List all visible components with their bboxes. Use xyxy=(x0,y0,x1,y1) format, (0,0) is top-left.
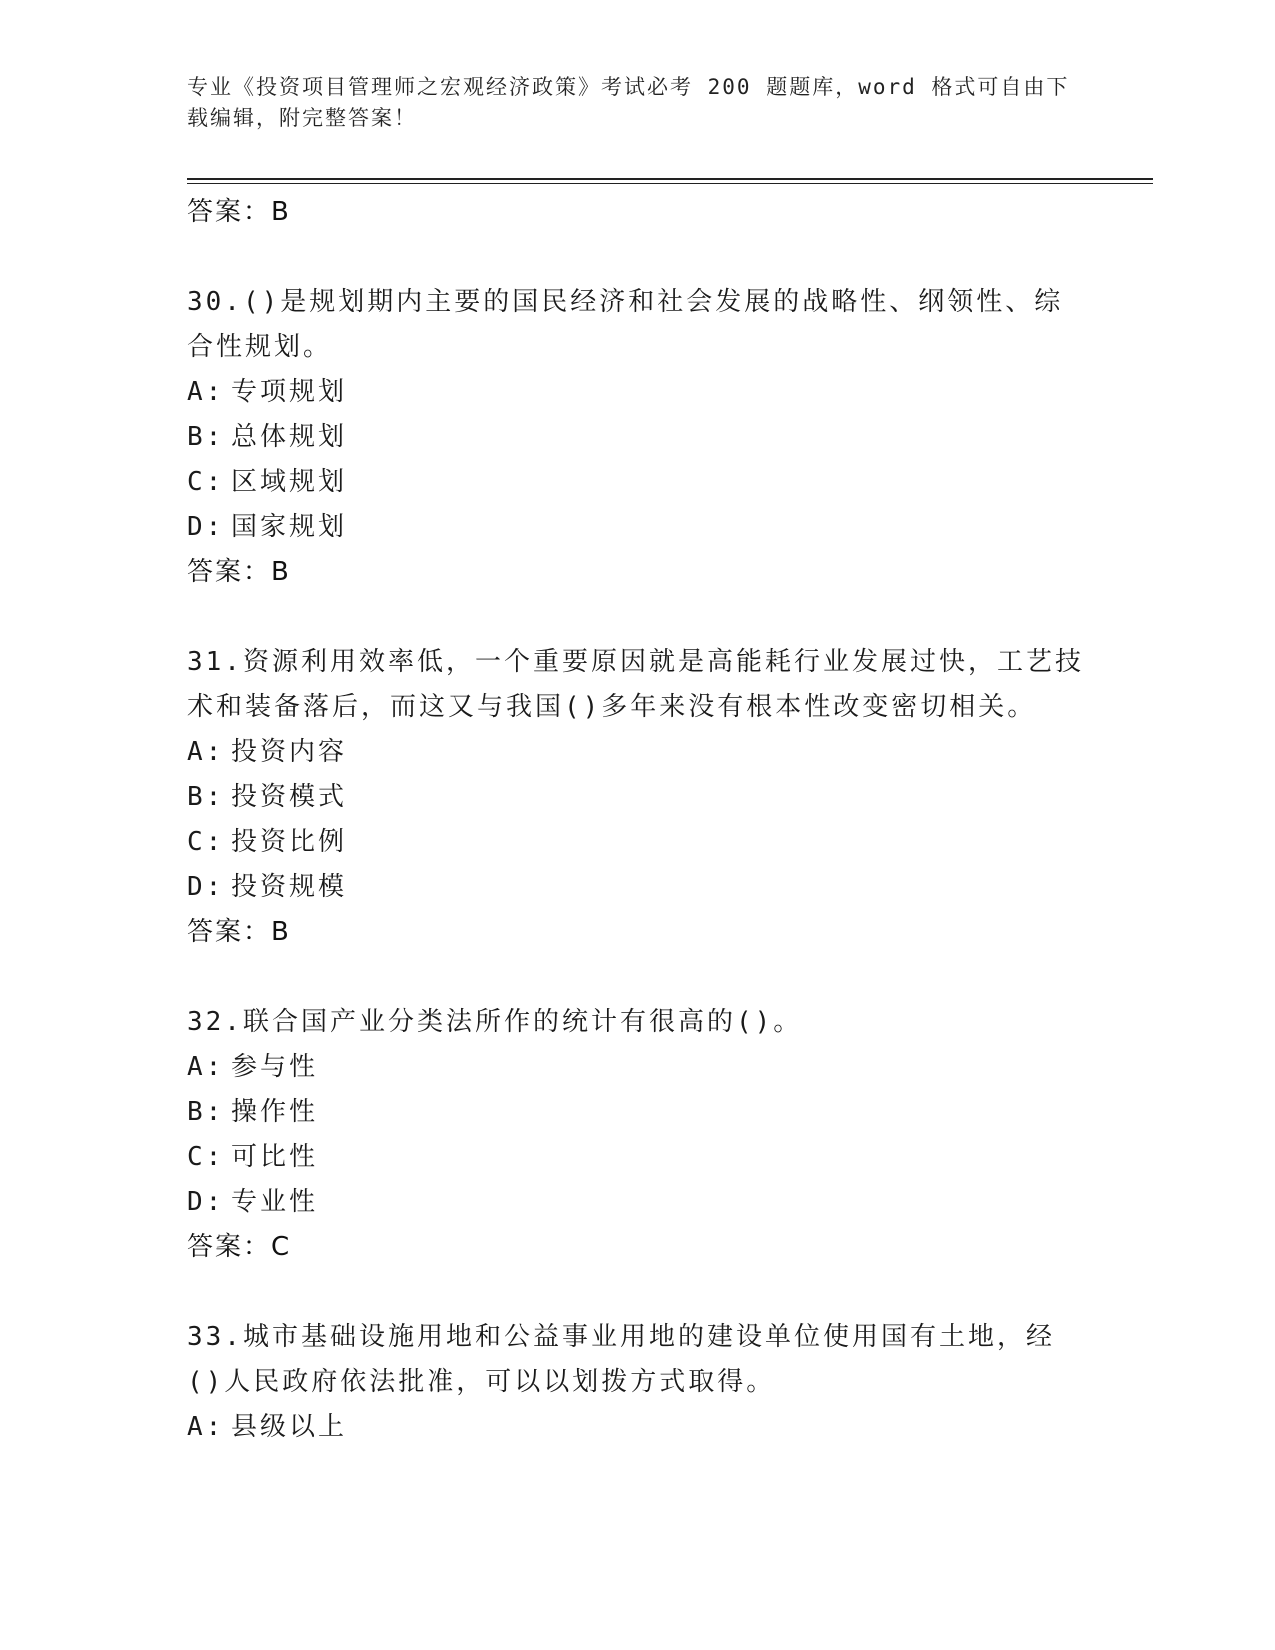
option-c xyxy=(187,460,1087,505)
option-text: 投资内容 xyxy=(231,737,348,767)
question-33 xyxy=(187,1315,1087,1450)
question-text: 32.联合国产业分类法所作的统计有很高的()。 xyxy=(187,1007,803,1037)
option-letter: B: xyxy=(187,422,225,452)
option-text: 区域规划 xyxy=(231,467,348,497)
option-text: 投资模式 xyxy=(231,782,348,812)
option-letter: C: xyxy=(187,1142,225,1172)
option-text: 专项规划 xyxy=(231,377,348,407)
option-text: 专业性 xyxy=(231,1187,319,1217)
option-letter: A: xyxy=(187,377,225,407)
option-a xyxy=(187,730,1087,775)
option-text: 总体规划 xyxy=(231,422,348,452)
answer-line: 答案：C xyxy=(187,1232,292,1262)
header-divider-thin xyxy=(187,183,1153,184)
option-text: 投资规模 xyxy=(231,872,348,902)
option-d xyxy=(187,1180,1087,1225)
option-letter: B: xyxy=(187,782,225,812)
answer-line: 答案：B xyxy=(187,917,291,947)
option-b xyxy=(187,775,1087,820)
option-d xyxy=(187,505,1087,550)
option-letter: C: xyxy=(187,467,225,497)
answer-line: 答案：B xyxy=(187,557,291,587)
document-body xyxy=(187,190,1087,1450)
option-text: 投资比例 xyxy=(231,827,348,857)
option-text: 操作性 xyxy=(231,1097,319,1127)
document-header: 专业《投资项目管理师之宏观经济政策》考试必考 200 题题库，word 格式可自由下载编辑，附完整答案！ xyxy=(187,75,1070,130)
option-letter: A: xyxy=(187,737,225,767)
option-c xyxy=(187,1135,1087,1180)
option-letter: C: xyxy=(187,827,225,857)
option-letter: B: xyxy=(187,1097,225,1127)
question-32 xyxy=(187,1000,1087,1269)
option-text: 县级以上 xyxy=(231,1412,348,1442)
question-31 xyxy=(187,640,1087,954)
header-divider xyxy=(187,178,1153,180)
option-d xyxy=(187,865,1087,910)
option-letter: D: xyxy=(187,1187,225,1217)
option-c xyxy=(187,820,1087,865)
answer-line: 答案：B xyxy=(187,197,291,227)
option-letter: A: xyxy=(187,1412,225,1442)
question-text: 31.资源利用效率低，一个重要原因就是高能耗行业发展过快，工艺技术和装备落后，而这又与我国()多年来没有根本性改变密切相关。 xyxy=(187,647,1084,722)
option-b xyxy=(187,1090,1087,1135)
option-text: 参与性 xyxy=(231,1052,319,1082)
option-text: 可比性 xyxy=(231,1142,319,1172)
question-text: 30.()是规划期内主要的国民经济和社会发展的战略性、纲领性、综合性规划。 xyxy=(187,287,1064,362)
question-text: 33.城市基础设施用地和公益事业用地的建设单位使用国有土地，经()人民政府依法批准，可以以划拨方式取得。 xyxy=(187,1322,1055,1397)
option-b xyxy=(187,415,1087,460)
option-a xyxy=(187,370,1087,415)
option-a xyxy=(187,1045,1087,1090)
option-text: 国家规划 xyxy=(231,512,348,542)
option-letter: D: xyxy=(187,872,225,902)
question-30 xyxy=(187,280,1087,594)
option-letter: A: xyxy=(187,1052,225,1082)
option-letter: D: xyxy=(187,512,225,542)
option-a xyxy=(187,1405,1087,1450)
